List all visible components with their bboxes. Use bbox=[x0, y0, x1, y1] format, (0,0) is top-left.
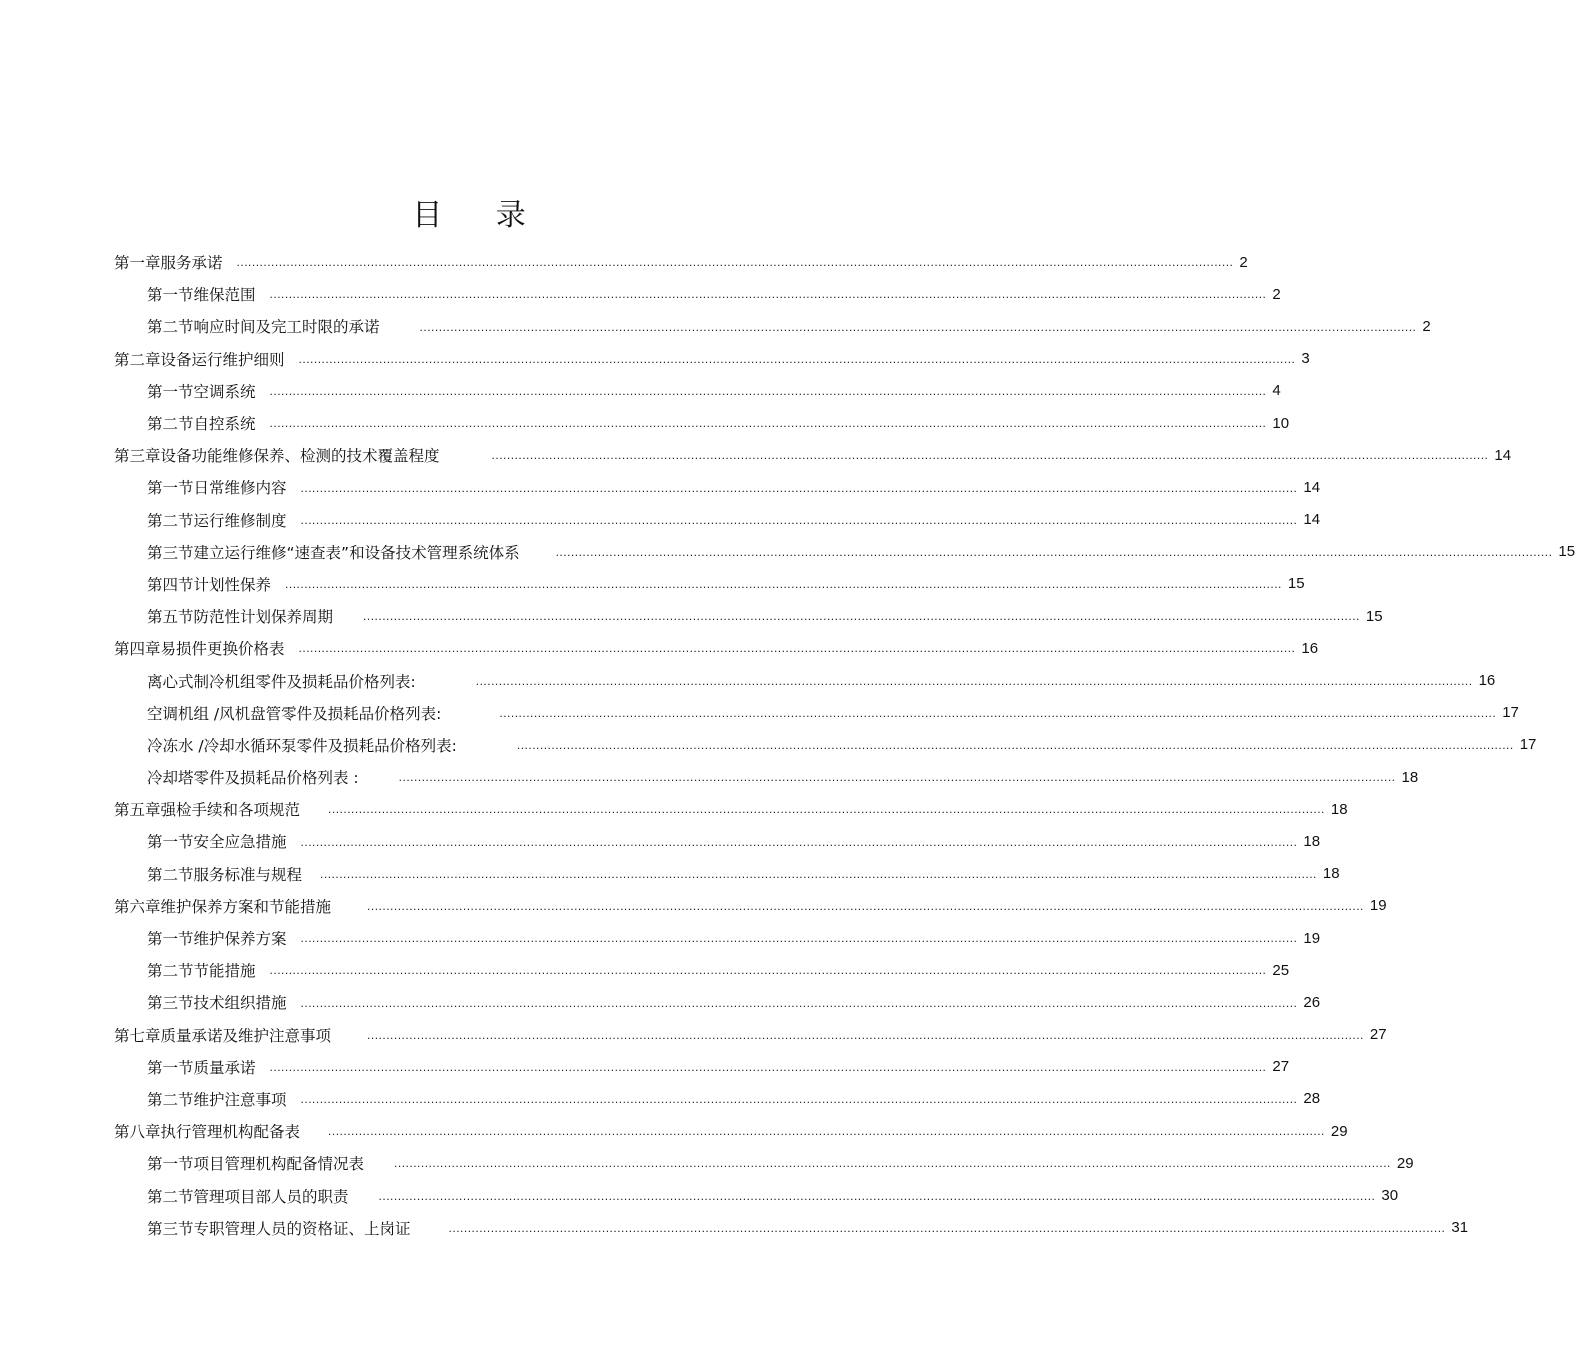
toc-entry-page-number: 27 bbox=[1369, 1026, 1387, 1044]
toc-entry-number: 第七章 bbox=[114, 1026, 161, 1045]
toc-entry-number: 第二节 bbox=[147, 1090, 194, 1109]
toc-entry-title: 执行管理机构配备表 bbox=[160, 1123, 301, 1142]
toc-entry[interactable] bbox=[0, 697, 1519, 729]
toc-entry[interactable] bbox=[0, 1083, 1321, 1115]
toc-entry[interactable] bbox=[0, 825, 1321, 857]
toc-entry-page-number: 2 bbox=[1422, 317, 1431, 335]
toc-entry-page-number: 26 bbox=[1303, 993, 1321, 1011]
dot-leader: .................................................................................................................................................................................................................................................................... bbox=[269, 963, 1267, 978]
toc-entry-title: 项目管理机构配备情况表 bbox=[193, 1155, 365, 1174]
toc-entry-title: 维护保养方案和节能措施 bbox=[160, 897, 332, 916]
toc-entry-title: 维护保养方案 bbox=[193, 930, 287, 949]
toc-entry-title: 冷冻水 /冷却水循环泵零件及损耗品价格列表: bbox=[147, 736, 457, 755]
toc-entry-page-number: 19 bbox=[1369, 897, 1387, 915]
dot-leader: .................................................................................................................................................................................................................................................................... bbox=[378, 1188, 1376, 1203]
toc-entry[interactable] bbox=[0, 761, 1419, 793]
toc-entry[interactable] bbox=[0, 664, 1496, 696]
toc-entry-title: 安全应急措施 bbox=[193, 833, 287, 852]
toc-entry-number: 第三节 bbox=[147, 543, 194, 562]
toc-entry-title: 服务承诺 bbox=[160, 254, 223, 273]
toc-entry[interactable] bbox=[0, 858, 1340, 890]
page-title: 目 录 bbox=[412, 198, 548, 233]
toc-entry-page-number: 15 bbox=[1287, 575, 1305, 593]
dot-leader: .................................................................................................................................................................................................................................................................... bbox=[285, 577, 1282, 592]
dot-leader: .................................................................................................................................................................................................................................................................... bbox=[491, 448, 1489, 463]
toc-entry[interactable] bbox=[0, 1019, 1387, 1051]
toc-entry-page-number: 17 bbox=[1502, 704, 1519, 722]
toc-entry-title: 建立运行维修“速查表”和设备技术管理系统体系 bbox=[193, 543, 520, 562]
dot-leader: .................................................................................................................................................................................................................................................................... bbox=[236, 255, 1234, 270]
toc-entry-number: 第二节 bbox=[147, 415, 194, 434]
toc-entry-title: 质量承诺及维护注意事项 bbox=[160, 1026, 332, 1045]
toc-entry-page-number: 31 bbox=[1451, 1219, 1469, 1237]
toc-entry-title: 强检手续和各项规范 bbox=[160, 801, 301, 820]
toc-entry-number: 第一章 bbox=[114, 254, 161, 273]
toc-entry[interactable] bbox=[0, 278, 1281, 310]
toc-entry[interactable] bbox=[0, 310, 1431, 342]
dot-leader: .................................................................................................................................................................................................................................................................... bbox=[300, 834, 1298, 849]
dot-leader: .................................................................................................................................................................................................................................................................... bbox=[398, 770, 1396, 785]
dot-leader: .................................................................................................................................................................................................................................................................... bbox=[269, 383, 1267, 398]
toc-entry-number: 第一节 bbox=[147, 930, 194, 949]
toc-entry-title: 运行维修制度 bbox=[193, 511, 287, 530]
dot-leader: .................................................................................................................................................................................................................................................................... bbox=[300, 512, 1298, 527]
table-of-contents bbox=[0, 246, 1575, 1244]
toc-entry-title: 冷却塔零件及损耗品价格列表 : bbox=[147, 769, 359, 788]
dot-leader: .................................................................................................................................................................................................................................................................... bbox=[475, 673, 1473, 688]
dot-leader: .................................................................................................................................................................................................................................................................... bbox=[448, 1220, 1446, 1235]
dot-leader: .................................................................................................................................................................................................................................................................... bbox=[300, 480, 1298, 495]
toc-entry-title: 设备运行维护细则 bbox=[160, 350, 285, 369]
dot-leader: .................................................................................................................................................................................................................................................................... bbox=[363, 609, 1360, 624]
dot-leader: .................................................................................................................................................................................................................................................................... bbox=[298, 351, 1296, 366]
dot-leader: .................................................................................................................................................................................................................................................................... bbox=[300, 995, 1298, 1010]
toc-entry[interactable] bbox=[0, 1212, 1469, 1244]
dot-leader: .................................................................................................................................................................................................................................................................... bbox=[269, 416, 1267, 431]
dot-leader: .................................................................................................................................................................................................................................................................... bbox=[499, 705, 1497, 720]
toc-entry-number: 第一节 bbox=[147, 833, 194, 852]
toc-entry-page-number: 30 bbox=[1381, 1187, 1399, 1205]
toc-entry[interactable] bbox=[0, 729, 1537, 761]
toc-entry-number: 第三节 bbox=[147, 1219, 194, 1238]
toc-entry-number: 第一节 bbox=[147, 1058, 194, 1077]
toc-entry[interactable] bbox=[0, 246, 1248, 278]
toc-entry-title: 离心式制冷机组零件及损耗品价格列表: bbox=[147, 672, 416, 691]
dot-leader: .................................................................................................................................................................................................................................................................... bbox=[516, 738, 1514, 752]
toc-entry-number: 第三节 bbox=[147, 994, 194, 1013]
dot-leader: .................................................................................................................................................................................................................................................................... bbox=[298, 641, 1296, 656]
toc-entry-number: 第五节 bbox=[147, 608, 194, 627]
toc-entry-number: 第四节 bbox=[147, 575, 194, 594]
toc-entry[interactable] bbox=[0, 986, 1321, 1018]
toc-entry-title: 管理项目部人员的职责 bbox=[193, 1187, 349, 1206]
toc-entry-title: 空调机组 /风机盘管零件及损耗品价格列表: bbox=[147, 704, 442, 723]
toc-entry-number: 第一节 bbox=[147, 382, 194, 401]
toc-entry[interactable] bbox=[0, 536, 1575, 568]
toc-entry[interactable] bbox=[0, 890, 1387, 922]
toc-entry-title: 计划性保养 bbox=[193, 575, 272, 594]
toc-entry-page-number: 18 bbox=[1401, 768, 1419, 786]
toc-entry[interactable] bbox=[0, 600, 1383, 632]
toc-entry-page-number: 17 bbox=[1519, 736, 1537, 754]
toc-entry-page-number: 14 bbox=[1303, 511, 1321, 529]
dot-leader: .................................................................................................................................................................................................................................................................... bbox=[328, 802, 1325, 817]
toc-entry-number: 第八章 bbox=[114, 1123, 161, 1142]
toc-entry-page-number: 10 bbox=[1272, 414, 1290, 432]
dot-leader: .................................................................................................................................................................................................................................................................... bbox=[367, 1027, 1364, 1042]
toc-entry[interactable] bbox=[0, 375, 1281, 407]
toc-entry[interactable] bbox=[0, 793, 1348, 825]
dot-leader: .................................................................................................................................................................................................................................................................... bbox=[328, 1124, 1325, 1139]
toc-entry[interactable] bbox=[0, 504, 1321, 536]
toc-entry-page-number: 2 bbox=[1272, 285, 1281, 303]
toc-entry[interactable] bbox=[0, 1051, 1290, 1083]
dot-leader: .................................................................................................................................................................................................................................................................... bbox=[300, 931, 1298, 946]
toc-entry-title: 日常维修内容 bbox=[193, 479, 287, 498]
dot-leader: .................................................................................................................................................................................................................................................................... bbox=[269, 287, 1267, 302]
toc-entry-number: 第六章 bbox=[114, 897, 161, 916]
toc-entry-title: 服务标准与规程 bbox=[193, 865, 303, 884]
toc-entry-number: 第二节 bbox=[147, 511, 194, 530]
toc-entry-page-number: 27 bbox=[1272, 1058, 1290, 1076]
toc-entry-page-number: 18 bbox=[1303, 832, 1321, 850]
toc-entry[interactable] bbox=[0, 407, 1290, 439]
toc-entry[interactable] bbox=[0, 471, 1321, 503]
toc-entry-title: 设备功能维修保养、检测的技术覆盖程度 bbox=[160, 447, 440, 466]
dot-leader: .................................................................................................................................................................................................................................................................... bbox=[269, 1059, 1267, 1074]
dot-leader: .................................................................................................................................................................................................................................................................... bbox=[555, 544, 1553, 559]
toc-entry-number: 第二节 bbox=[147, 318, 194, 337]
toc-entry-page-number: 3 bbox=[1301, 350, 1310, 368]
toc-entry[interactable] bbox=[0, 1115, 1348, 1147]
toc-entry-number: 第五章 bbox=[114, 801, 161, 820]
toc-entry-number: 第四章 bbox=[114, 640, 161, 659]
toc-entry-page-number: 4 bbox=[1272, 382, 1281, 400]
toc-entry-title: 空调系统 bbox=[193, 382, 256, 401]
toc-entry-number: 第一节 bbox=[147, 479, 194, 498]
dot-leader: .................................................................................................................................................................................................................................................................... bbox=[419, 319, 1417, 334]
toc-entry-number: 第二章 bbox=[114, 350, 161, 369]
toc-entry-page-number: 15 bbox=[1365, 607, 1383, 625]
toc-entry[interactable] bbox=[0, 439, 1512, 471]
toc-entry-page-number: 14 bbox=[1494, 446, 1512, 464]
toc-entry[interactable] bbox=[0, 954, 1290, 986]
toc-entry-number: 第三章 bbox=[114, 447, 161, 466]
toc-entry-number: 第二节 bbox=[147, 1187, 194, 1206]
toc-entry-page-number: 2 bbox=[1239, 253, 1248, 271]
dot-leader: .................................................................................................................................................................................................................................................................... bbox=[394, 1156, 1391, 1171]
toc-entry-page-number: 15 bbox=[1558, 543, 1575, 561]
toc-entry-page-number: 16 bbox=[1301, 639, 1319, 657]
toc-entry[interactable] bbox=[0, 922, 1321, 954]
toc-entry-title: 防范性计划保养周期 bbox=[193, 608, 334, 627]
toc-entry[interactable] bbox=[0, 1147, 1414, 1179]
toc-entry-page-number: 19 bbox=[1303, 929, 1321, 947]
toc-entry-page-number: 25 bbox=[1272, 961, 1290, 979]
toc-entry-title: 维护注意事项 bbox=[193, 1090, 287, 1109]
dot-leader: .................................................................................................................................................................................................................................................................... bbox=[367, 898, 1364, 913]
toc-entry[interactable] bbox=[0, 632, 1319, 664]
toc-entry-page-number: 29 bbox=[1396, 1154, 1414, 1172]
toc-entry-title: 专职管理人员的资格证、上岗证 bbox=[193, 1219, 411, 1238]
toc-entry-title: 维保范围 bbox=[193, 286, 256, 305]
toc-entry-number: 第二节 bbox=[147, 865, 194, 884]
toc-entry-page-number: 16 bbox=[1478, 672, 1496, 690]
toc-entry-page-number: 18 bbox=[1322, 865, 1340, 883]
toc-entry-number: 第二节 bbox=[147, 962, 194, 981]
toc-entry-page-number: 14 bbox=[1303, 478, 1321, 496]
toc-entry[interactable] bbox=[0, 568, 1305, 600]
toc-entry-title: 响应时间及完工时限的承诺 bbox=[193, 318, 380, 337]
toc-entry-title: 自控系统 bbox=[193, 415, 256, 434]
toc-entry-title: 节能措施 bbox=[193, 962, 256, 981]
dot-leader: .................................................................................................................................................................................................................................................................... bbox=[320, 866, 1317, 881]
toc-entry-page-number: 28 bbox=[1303, 1090, 1321, 1108]
toc-entry[interactable] bbox=[0, 1179, 1399, 1211]
toc-entry-number: 第一节 bbox=[147, 286, 194, 305]
toc-entry-page-number: 29 bbox=[1330, 1122, 1348, 1140]
dot-leader: .................................................................................................................................................................................................................................................................... bbox=[300, 1092, 1298, 1107]
toc-entry-title: 质量承诺 bbox=[193, 1058, 256, 1077]
toc-entry-page-number: 18 bbox=[1330, 800, 1348, 818]
toc-entry-title: 易损件更换价格表 bbox=[160, 640, 285, 659]
toc-entry[interactable] bbox=[0, 343, 1310, 375]
toc-entry-number: 第一节 bbox=[147, 1155, 194, 1174]
toc-entry-title: 技术组织措施 bbox=[193, 994, 287, 1013]
